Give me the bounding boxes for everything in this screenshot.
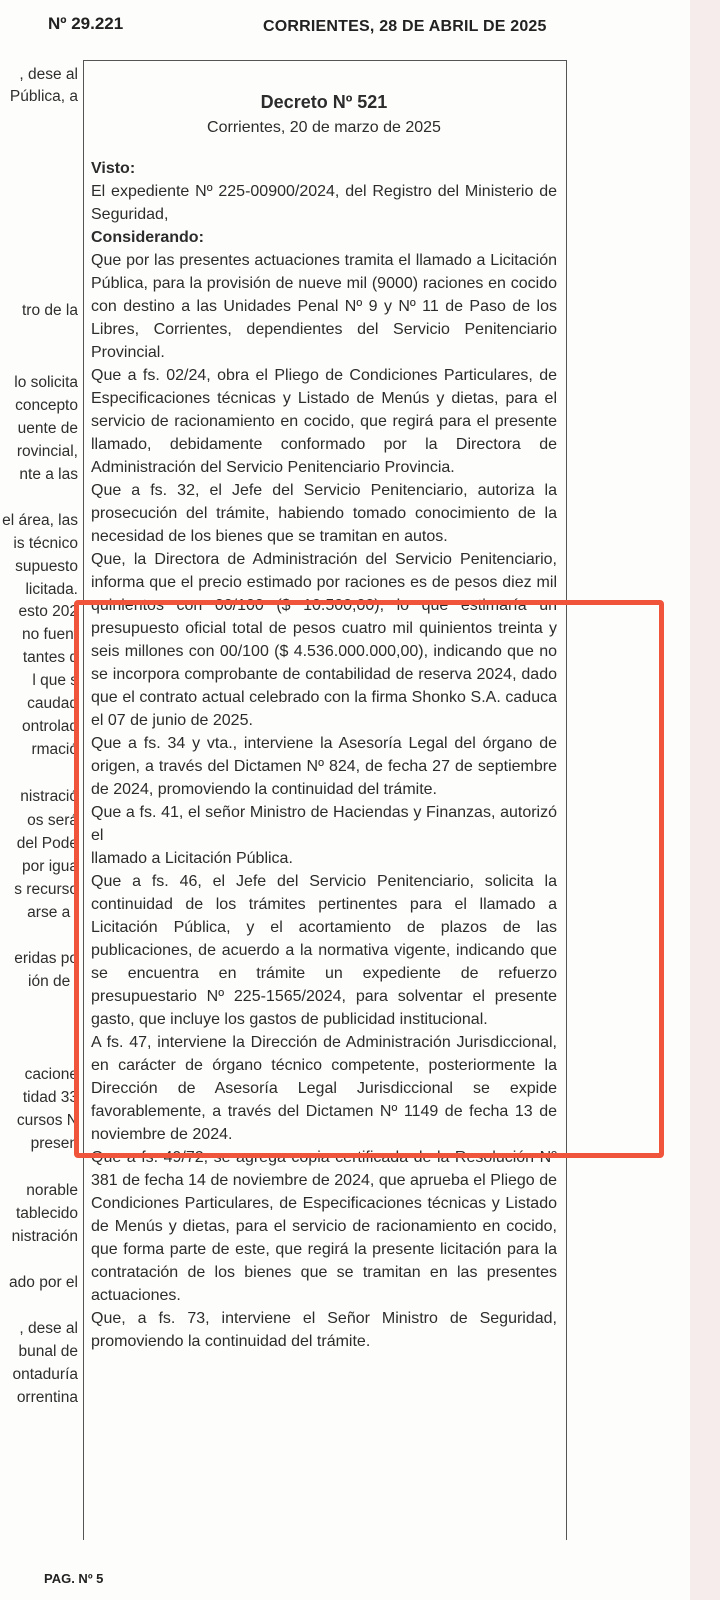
issue-date: CORRIENTES, 28 DE ABRIL DE 2025 (263, 18, 547, 35)
left-fragment: supuesto (15, 558, 78, 575)
paragraph: llamado a Licitación Pública. (91, 850, 293, 867)
left-fragment: lo solicita (14, 374, 78, 391)
paragraph: Que a fs. 49/72, se agrega copia certificada de la Resolución Nº 381 de fecha 14 de noviembre de 2024, que aprueba el Pliego de Condiciones Particulares, de Especificaciones técnicas y Listado de Menús y dietas, para el servicio de racionamiento en cocido, que forma parte de este, que regirá la presente licitación para la contratación de los bienes que se tramitan en las presentes actuaciones. (91, 1149, 557, 1304)
left-fragment: el área, las (2, 512, 78, 529)
paragraph: Que a fs. 02/24, obra el Pliego de Condiciones Particulares, de Especificaciones técnicas y Listado de Menús y dietas, para el servicio de racionamiento en cocido, que regirá para el presente llamado, debidamente conformado por la Directora de Administración del Servicio Penitenciario Provincia. (91, 367, 557, 476)
left-fragment: os será (27, 812, 78, 829)
left-fragment: ontaduría (12, 1366, 78, 1383)
left-fragment: l que s (32, 672, 78, 689)
left-fragment: s recurso (14, 881, 78, 898)
left-fragment: norable (26, 1182, 78, 1199)
left-fragment: tantes d (22, 649, 78, 666)
left-fragment: ión de l (28, 973, 78, 990)
considerando-heading: Considerando: (91, 229, 204, 246)
left-fragment: nte a las (19, 466, 78, 483)
left-fragment: tablecido (15, 1205, 78, 1222)
issue-number: Nº 29.221 (48, 14, 124, 33)
paragraph: Que, a fs. 73, interviene el Señor Ministro de Seguridad, promoviendo la continuidad del trámite. (91, 1310, 557, 1350)
left-fragment: tidad 33 (22, 1089, 78, 1106)
page-edge (690, 0, 720, 1600)
left-fragment: Pública, a (9, 88, 78, 105)
decree-title: Decreto Nº 521 (260, 92, 388, 112)
left-fragment: orrentina (16, 1389, 78, 1406)
left-fragment: cacione (24, 1066, 78, 1083)
left-fragment: rmació (31, 741, 78, 758)
left-fragment: caudad (27, 695, 78, 712)
paragraph: A fs. 47, interviene la Dirección de Administración Jurisdiccional, en carácter de órgano técnico competente, posteriormente la Dirección de Asesoría Legal Jurisdiccional se expide favorablemente, a través del Dictamen Nº 1149 de fecha 13 de noviembre de 2024. (91, 1034, 557, 1143)
left-fragment: tro de la (21, 302, 78, 319)
decree-body (91, 80, 557, 1353)
left-fragment: eridas po (14, 950, 78, 967)
left-fragment: nistración (11, 1228, 78, 1245)
left-fragment: is técnico (13, 535, 78, 552)
left-fragment: ontrolad (21, 718, 78, 735)
page-number: PAG. Nº 5 (44, 1571, 104, 1586)
decree-date: Corrientes, 20 de marzo de 2025 (207, 119, 441, 136)
visto-heading: Visto: (91, 160, 136, 177)
left-fragment: licitada. (25, 581, 78, 598)
left-fragment: rovincial, (16, 443, 78, 460)
left-fragment: , dese al (19, 66, 78, 83)
paragraph: Que a fs. 46, el Jefe del Servicio Penitenciario, solicita la continuidad de los trámites pertinentes para el llamado a Licitación Pública, y el acortamiento de plazos de las publicaciones, de acuerdo a la normativa vigente, indicando que se encuentra en trámite un expediente de refuerzo presupuestario Nº 225-1565/2024, para solventar el presente gasto, que incluye los gastos de publicidad institucional. (91, 873, 557, 1028)
left-fragment: bunal de (18, 1343, 78, 1360)
left-fragment: uente de (17, 420, 78, 437)
paragraph: Que a fs. 41, el señor Ministro de Haciendas y Finanzas, autorizó el (91, 804, 557, 844)
left-fragment: concepto (15, 397, 78, 414)
left-fragment: ado por el (9, 1274, 78, 1291)
paragraph: Que a fs. 34 y vta., interviene la Asesoría Legal del órgano de origen, a través del Dictamen Nº 824, de fecha 27 de septiembre de 2024, promoviendo la continuidad del trámite. (91, 735, 557, 798)
visto-text: El expediente Nº 225-00900/2024, del Registro del Ministerio de Seguridad, (91, 183, 557, 223)
paragraph: Que por las presentes actuaciones tramita el llamado a Licitación Pública, para la provisión de nueve mil (9000) raciones en cocido con destino a las Unidades Penal Nº 9 y Nº 11 de Paso de los Libres, Corrientes, dependientes del Servicio Penitenciario Provincial. (91, 252, 557, 361)
left-fragment: arse a l (27, 904, 78, 921)
paragraph: Que a fs. 32, el Jefe del Servicio Penitenciario, autoriza la prosecución del trámite, habiendo tomado conocimiento de la necesidad de los bienes que se tramitan en autos. (91, 482, 557, 545)
left-fragment: presen (30, 1135, 78, 1152)
paragraph: Que, la Directora de Administración del Servicio Penitenciario, informa que el precio estimado por raciones es de pesos diez mil quinientos con 00/100 ($ 10.500,00), lo que estimaría un presupuesto oficial total de pesos cuatro mil quinientos treinta y seis millones con 00/100 ($ 4.536.000.000,00), indicando que no se incorpora comprobante de contabilidad de reserva 2024, dado que el contrato actual celebrado con la firma Shonko S.A. caduca el 07 de junio de 2025. (91, 551, 557, 729)
left-fragment: del Pode (16, 835, 78, 852)
left-fragment: esto 202 (18, 603, 78, 620)
left-fragment: no fuent (21, 626, 78, 643)
left-column-fragments (0, 64, 80, 1544)
left-fragment: nistració (20, 788, 78, 805)
left-fragment: por igua (21, 858, 78, 875)
left-fragment: cursos N (16, 1112, 78, 1129)
left-fragment: , dese al (19, 1320, 78, 1337)
